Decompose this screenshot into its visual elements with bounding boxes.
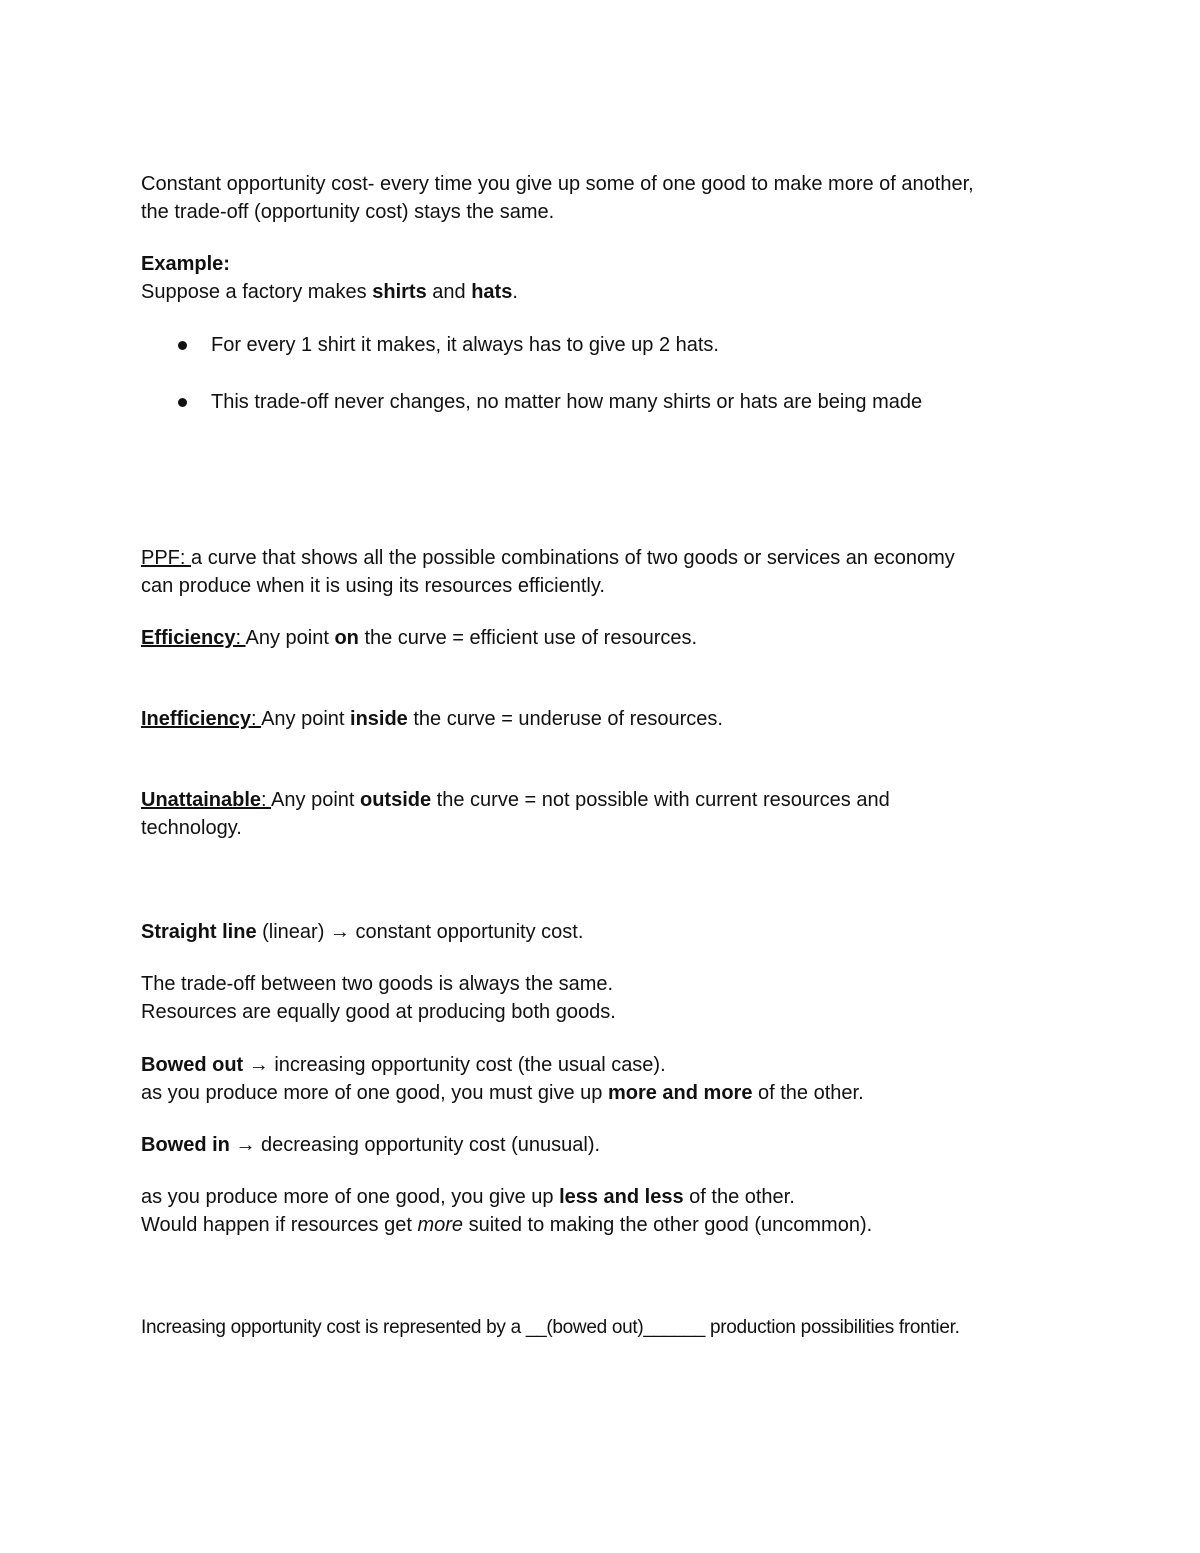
- straight-line-desc: (linear) → constant opportunity cost.: [256, 921, 584, 943]
- bowed-out-text-a: as you produce more of one good, you must give up: [141, 1082, 608, 1104]
- example-intro: [141, 280, 518, 304]
- bullet-icon: [178, 341, 187, 350]
- bowed-out-emphasis: more and more: [607, 1082, 753, 1104]
- bowed-out-desc: → increasing opportunity cost (the usual case).: [243, 1054, 666, 1076]
- example-bullet-2: This trade-off never changes, no matter how many shirts or hats are being made: [211, 391, 923, 413]
- bowed-in-text-c: Would happen if resources get: [141, 1214, 418, 1236]
- inefficiency-keyword: inside: [350, 708, 408, 730]
- efficiency-text: Any point: [245, 627, 335, 649]
- example-hats: hats: [471, 281, 513, 303]
- ppf-definition-line-1: [141, 546, 955, 570]
- unattainable-keyword: outside: [360, 789, 432, 811]
- unattainable-term: Unattainable: [141, 789, 262, 811]
- unattainable-line-2: technology.: [141, 817, 242, 839]
- efficiency-term: Efficiency: [141, 627, 236, 649]
- bowed-out-term: Bowed out: [141, 1054, 244, 1076]
- ppf-definition-line-2: can produce when it is using its resources efficiently.: [141, 575, 605, 597]
- unattainable-line-1: [141, 788, 890, 812]
- fill-in-question: Increasing opportunity cost is represented by a __(bowed out)______ production possibilities frontier.: [141, 1317, 960, 1338]
- inefficiency-colon: :: [251, 708, 262, 730]
- bowed-in-italic: more: [417, 1214, 464, 1236]
- bullet-icon: [178, 398, 187, 407]
- efficiency-keyword: on: [334, 627, 359, 649]
- straight-line-text-2: Resources are equally good at producing both goods.: [141, 1001, 616, 1023]
- bowed-in-text-b: of the other.: [683, 1186, 795, 1208]
- straight-line-term: Straight line: [141, 921, 257, 943]
- efficiency-line: [141, 626, 697, 650]
- bowed-out-text-b: of the other.: [752, 1082, 864, 1104]
- straight-line-heading: [141, 920, 583, 944]
- straight-line-text-1: The trade-off between two goods is always the same.: [141, 973, 614, 995]
- unattainable-colon: :: [261, 789, 272, 811]
- bowed-in-term: Bowed in: [141, 1134, 230, 1156]
- ppf-definition: a curve that shows all the possible combinations of two goods or services an economy: [191, 547, 955, 569]
- example-intro-text: Suppose a factory makes: [141, 281, 373, 303]
- bowed-in-heading: [141, 1133, 600, 1157]
- inefficiency-text: Any point: [261, 708, 351, 730]
- bowed-in-text-a: as you produce more of one good, you give up: [141, 1186, 560, 1208]
- bowed-in-text-d: suited to making the other good (uncommon).: [463, 1214, 873, 1236]
- constant-cost-line-2: the trade-off (opportunity cost) stays the same.: [141, 201, 555, 223]
- unattainable-text-end: the curve = not possible with current resources and: [431, 789, 890, 811]
- constant-cost-line-1: Constant opportunity cost- every time you give up some of one good to make more of another,: [141, 173, 974, 195]
- example-shirts: shirts: [372, 281, 427, 303]
- efficiency-text-end: the curve = efficient use of resources.: [358, 627, 698, 649]
- bowed-in-emphasis: less and less: [559, 1186, 684, 1208]
- ppf-term: PPF:: [141, 547, 192, 569]
- example-bullet-1: For every 1 shirt it makes, it always has to give up 2 hats.: [211, 334, 719, 356]
- example-heading: Example:: [141, 253, 230, 275]
- efficiency-colon: :: [235, 627, 246, 649]
- inefficiency-text-end: the curve = underuse of resources.: [407, 708, 723, 730]
- unattainable-text: Any point: [271, 789, 360, 811]
- bowed-in-desc: → decreasing opportunity cost (unusual).: [229, 1134, 601, 1156]
- inefficiency-line: [141, 707, 723, 731]
- inefficiency-term: Inefficiency: [141, 708, 252, 730]
- bowed-in-text-2: [141, 1213, 872, 1237]
- example-and: and: [426, 281, 472, 303]
- bowed-out-heading: [141, 1053, 666, 1077]
- bowed-out-text: [141, 1081, 864, 1105]
- example-period: .: [512, 281, 518, 303]
- bowed-in-text-1: [141, 1185, 795, 1209]
